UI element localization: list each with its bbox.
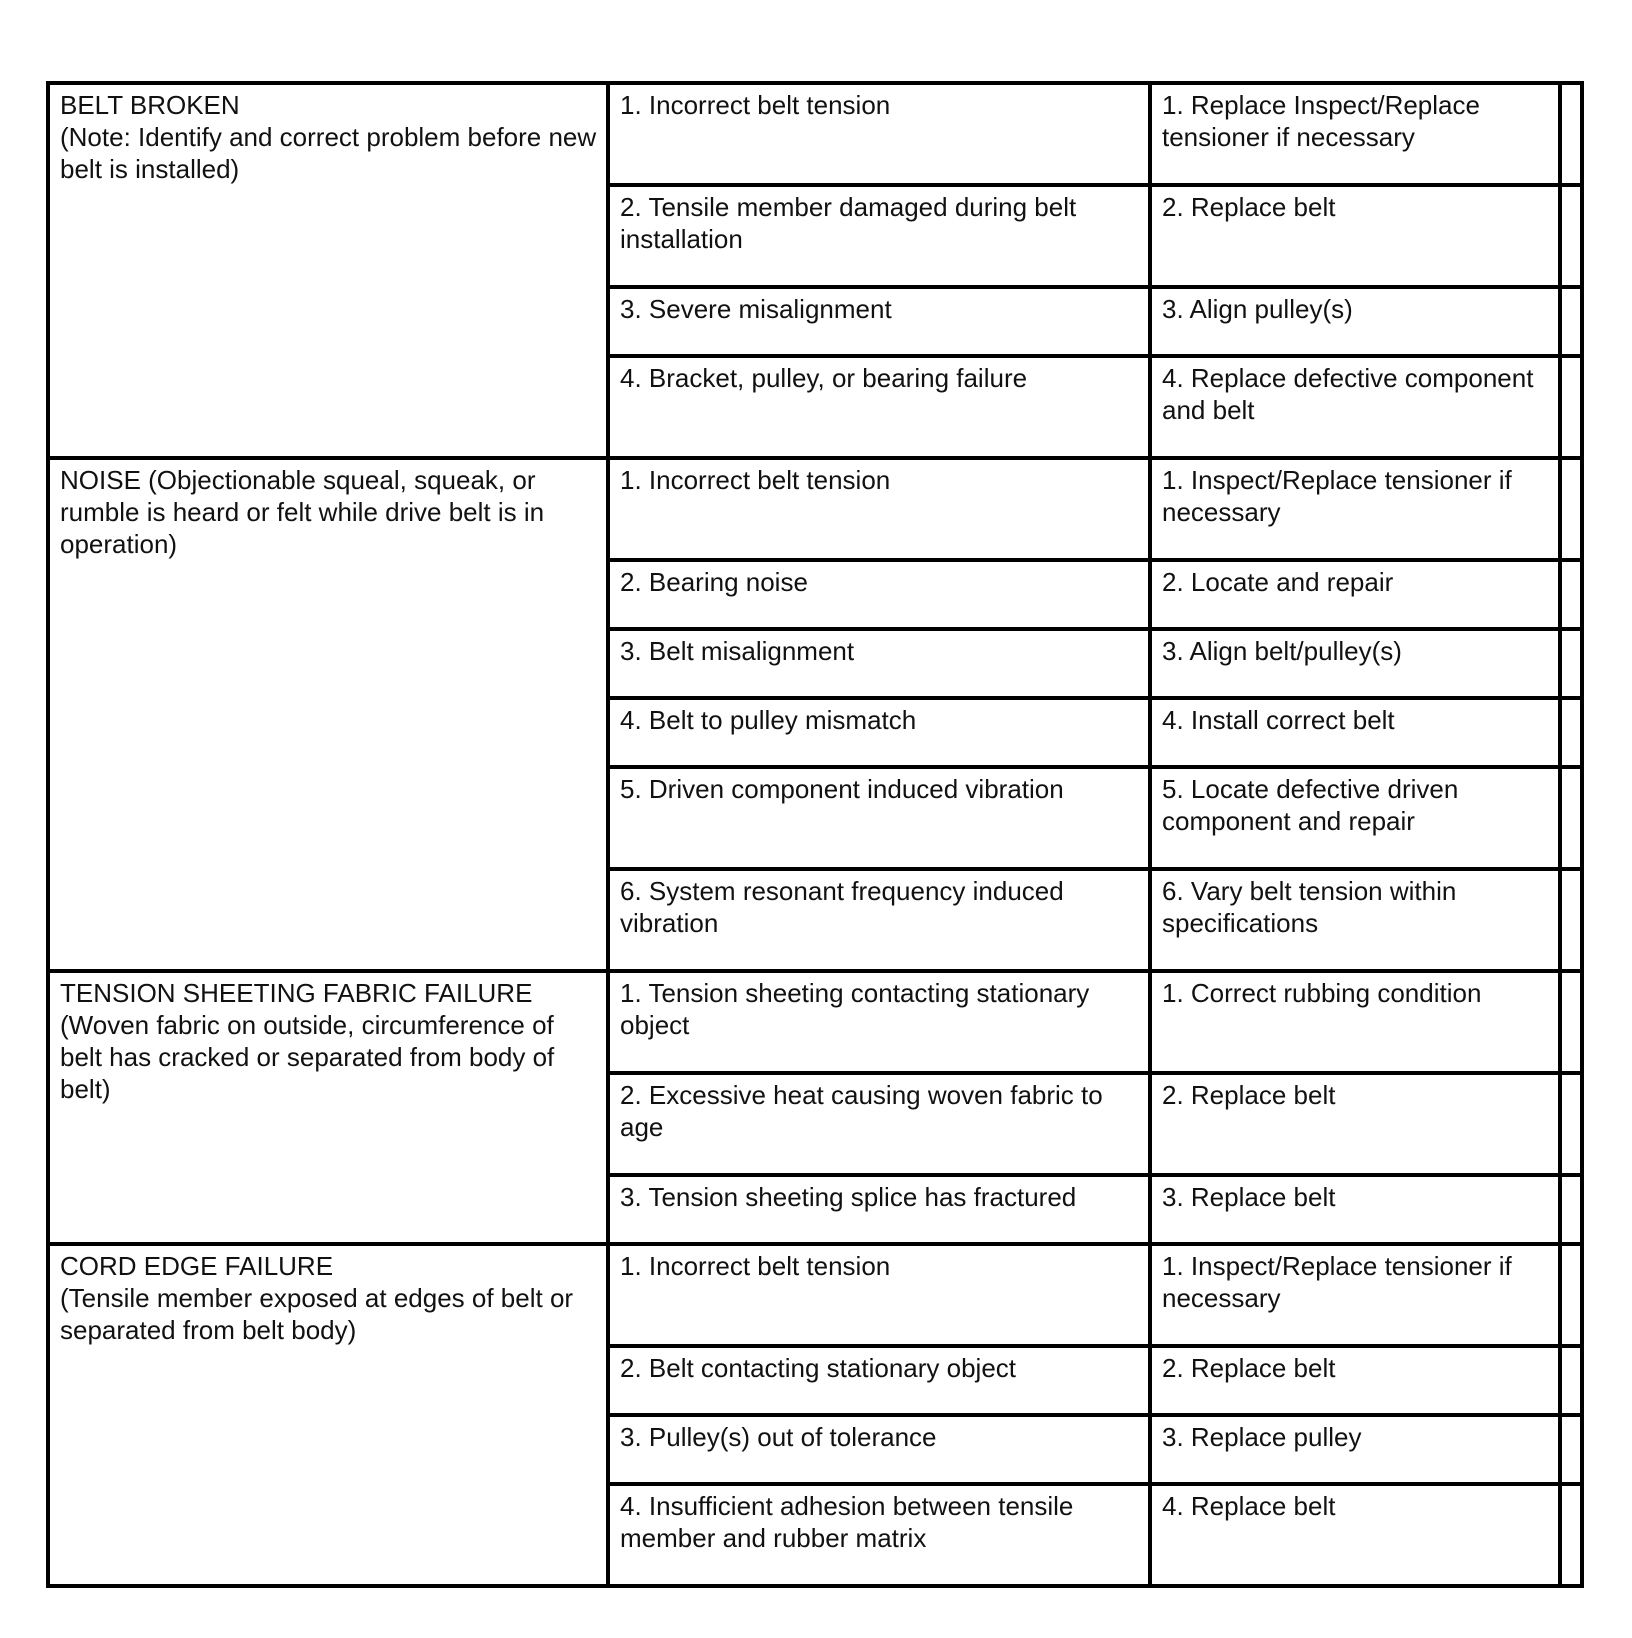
table-row	[48, 971, 1582, 1073]
cause-text: 1. Incorrect belt tension	[620, 465, 891, 495]
cause-text: 4. Belt to pulley mismatch	[620, 705, 917, 735]
remedy-cell	[1150, 287, 1560, 356]
remedy-text: 2. Replace belt	[1162, 1080, 1336, 1110]
cause-text: 1. Tension sheeting contacting stationary object	[620, 978, 1090, 1040]
cause-cell	[608, 560, 1150, 629]
blank-cell	[1560, 1073, 1582, 1175]
symptom-text: BELT BROKEN (Note: Identify and correct problem before new belt is installed)	[60, 90, 597, 184]
blank-cell	[1560, 1346, 1582, 1415]
blank-cell	[1560, 356, 1582, 458]
remedy-cell	[1150, 1484, 1560, 1586]
symptom-cell	[48, 83, 608, 458]
blank-cell	[1560, 971, 1582, 1073]
blank-cell	[1560, 1175, 1582, 1244]
blank-cell	[1560, 287, 1582, 356]
remedy-text: 1. Correct rubbing condition	[1162, 978, 1482, 1008]
cause-text: 2. Bearing noise	[620, 567, 808, 597]
cause-cell	[608, 1484, 1150, 1586]
cause-cell	[608, 1244, 1150, 1346]
symptom-cell	[48, 1244, 608, 1586]
blank-cell	[1560, 869, 1582, 971]
remedy-text: 5. Locate defective driven component and repair	[1162, 774, 1459, 836]
cause-cell	[608, 1415, 1150, 1484]
remedy-text: 2. Replace belt	[1162, 1353, 1336, 1383]
cause-cell	[608, 458, 1150, 560]
cause-cell	[608, 1073, 1150, 1175]
remedy-cell	[1150, 869, 1560, 971]
table-row	[48, 83, 1582, 185]
remedy-text: 4. Replace defective component and belt	[1162, 363, 1534, 425]
cause-text: 6. System resonant frequency induced vibration	[620, 876, 1064, 938]
remedy-cell	[1150, 629, 1560, 698]
remedy-text: 4. Replace belt	[1162, 1491, 1336, 1521]
cause-text: 3. Pulley(s) out of tolerance	[620, 1422, 937, 1452]
symptom-cell	[48, 971, 608, 1244]
cause-cell	[608, 1346, 1150, 1415]
cause-text: 2. Belt contacting stationary object	[620, 1353, 1017, 1383]
remedy-cell	[1150, 185, 1560, 287]
cause-cell	[608, 629, 1150, 698]
remedy-text: 1. Inspect/Replace tensioner if necessary	[1162, 465, 1512, 527]
remedy-cell	[1150, 1175, 1560, 1244]
cause-text: 4. Insufficient adhesion between tensile member and rubber matrix	[620, 1491, 1074, 1553]
remedy-text: 6. Vary belt tension within specifications	[1162, 876, 1457, 938]
diagnosis-table	[46, 81, 1584, 1588]
remedy-text: 3. Replace pulley	[1162, 1422, 1362, 1452]
blank-cell	[1560, 458, 1582, 560]
blank-cell	[1560, 1484, 1582, 1586]
remedy-cell	[1150, 560, 1560, 629]
cause-text: 2. Excessive heat causing woven fabric to age	[620, 1080, 1103, 1142]
table-row	[48, 458, 1582, 560]
cause-text: 1. Incorrect belt tension	[620, 90, 891, 120]
remedy-cell	[1150, 1346, 1560, 1415]
remedy-text: 3. Replace belt	[1162, 1182, 1336, 1212]
cause-cell	[608, 869, 1150, 971]
blank-cell	[1560, 767, 1582, 869]
remedy-cell	[1150, 458, 1560, 560]
remedy-text: 1. Replace Inspect/Replace tensioner if necessary	[1162, 90, 1480, 152]
remedy-text: 2. Replace belt	[1162, 192, 1336, 222]
cause-cell	[608, 767, 1150, 869]
remedy-cell	[1150, 1244, 1560, 1346]
cause-text: 1. Incorrect belt tension	[620, 1251, 891, 1281]
symptom-cell	[48, 458, 608, 971]
cause-cell	[608, 698, 1150, 767]
cause-text: 4. Bracket, pulley, or bearing failure	[620, 363, 1028, 393]
table-row	[48, 1244, 1582, 1346]
cause-text: 5. Driven component induced vibration	[620, 774, 1064, 804]
remedy-cell	[1150, 971, 1560, 1073]
remedy-cell	[1150, 1073, 1560, 1175]
remedy-cell	[1150, 767, 1560, 869]
remedy-text: 4. Install correct belt	[1162, 705, 1395, 735]
cause-text: 2. Tensile member damaged during belt installation	[620, 192, 1077, 254]
diagnosis-table-body	[48, 83, 1582, 1586]
remedy-text: 3. Align pulley(s)	[1162, 294, 1353, 324]
blank-cell	[1560, 83, 1582, 185]
symptom-text: TENSION SHEETING FABRIC FAILURE (Woven fabric on outside, circumference of belt has cracked or separated from body of belt)	[60, 978, 555, 1104]
blank-cell	[1560, 629, 1582, 698]
blank-cell	[1560, 185, 1582, 287]
remedy-cell	[1150, 698, 1560, 767]
remedy-cell	[1150, 356, 1560, 458]
symptom-text: CORD EDGE FAILURE (Tensile member exposed at edges of belt or separated from belt body)	[60, 1251, 574, 1345]
cause-text: 3. Belt misalignment	[620, 636, 855, 666]
remedy-text: 1. Inspect/Replace tensioner if necessary	[1162, 1251, 1512, 1313]
blank-cell	[1560, 1415, 1582, 1484]
symptom-text: NOISE (Objectionable squeal, squeak, or rumble is heard or felt while drive belt is in operation)	[60, 465, 545, 559]
cause-text: 3. Tension sheeting splice has fractured	[620, 1182, 1077, 1212]
remedy-cell	[1150, 83, 1560, 185]
cause-cell	[608, 1175, 1150, 1244]
cause-cell	[608, 83, 1150, 185]
blank-cell	[1560, 698, 1582, 767]
remedy-cell	[1150, 1415, 1560, 1484]
remedy-text: 3. Align belt/pulley(s)	[1162, 636, 1402, 666]
cause-cell	[608, 287, 1150, 356]
cause-text: 3. Severe misalignment	[620, 294, 892, 324]
cause-cell	[608, 356, 1150, 458]
cause-cell	[608, 971, 1150, 1073]
blank-cell	[1560, 560, 1582, 629]
remedy-text: 2. Locate and repair	[1162, 567, 1394, 597]
blank-cell	[1560, 1244, 1582, 1346]
cause-cell	[608, 185, 1150, 287]
